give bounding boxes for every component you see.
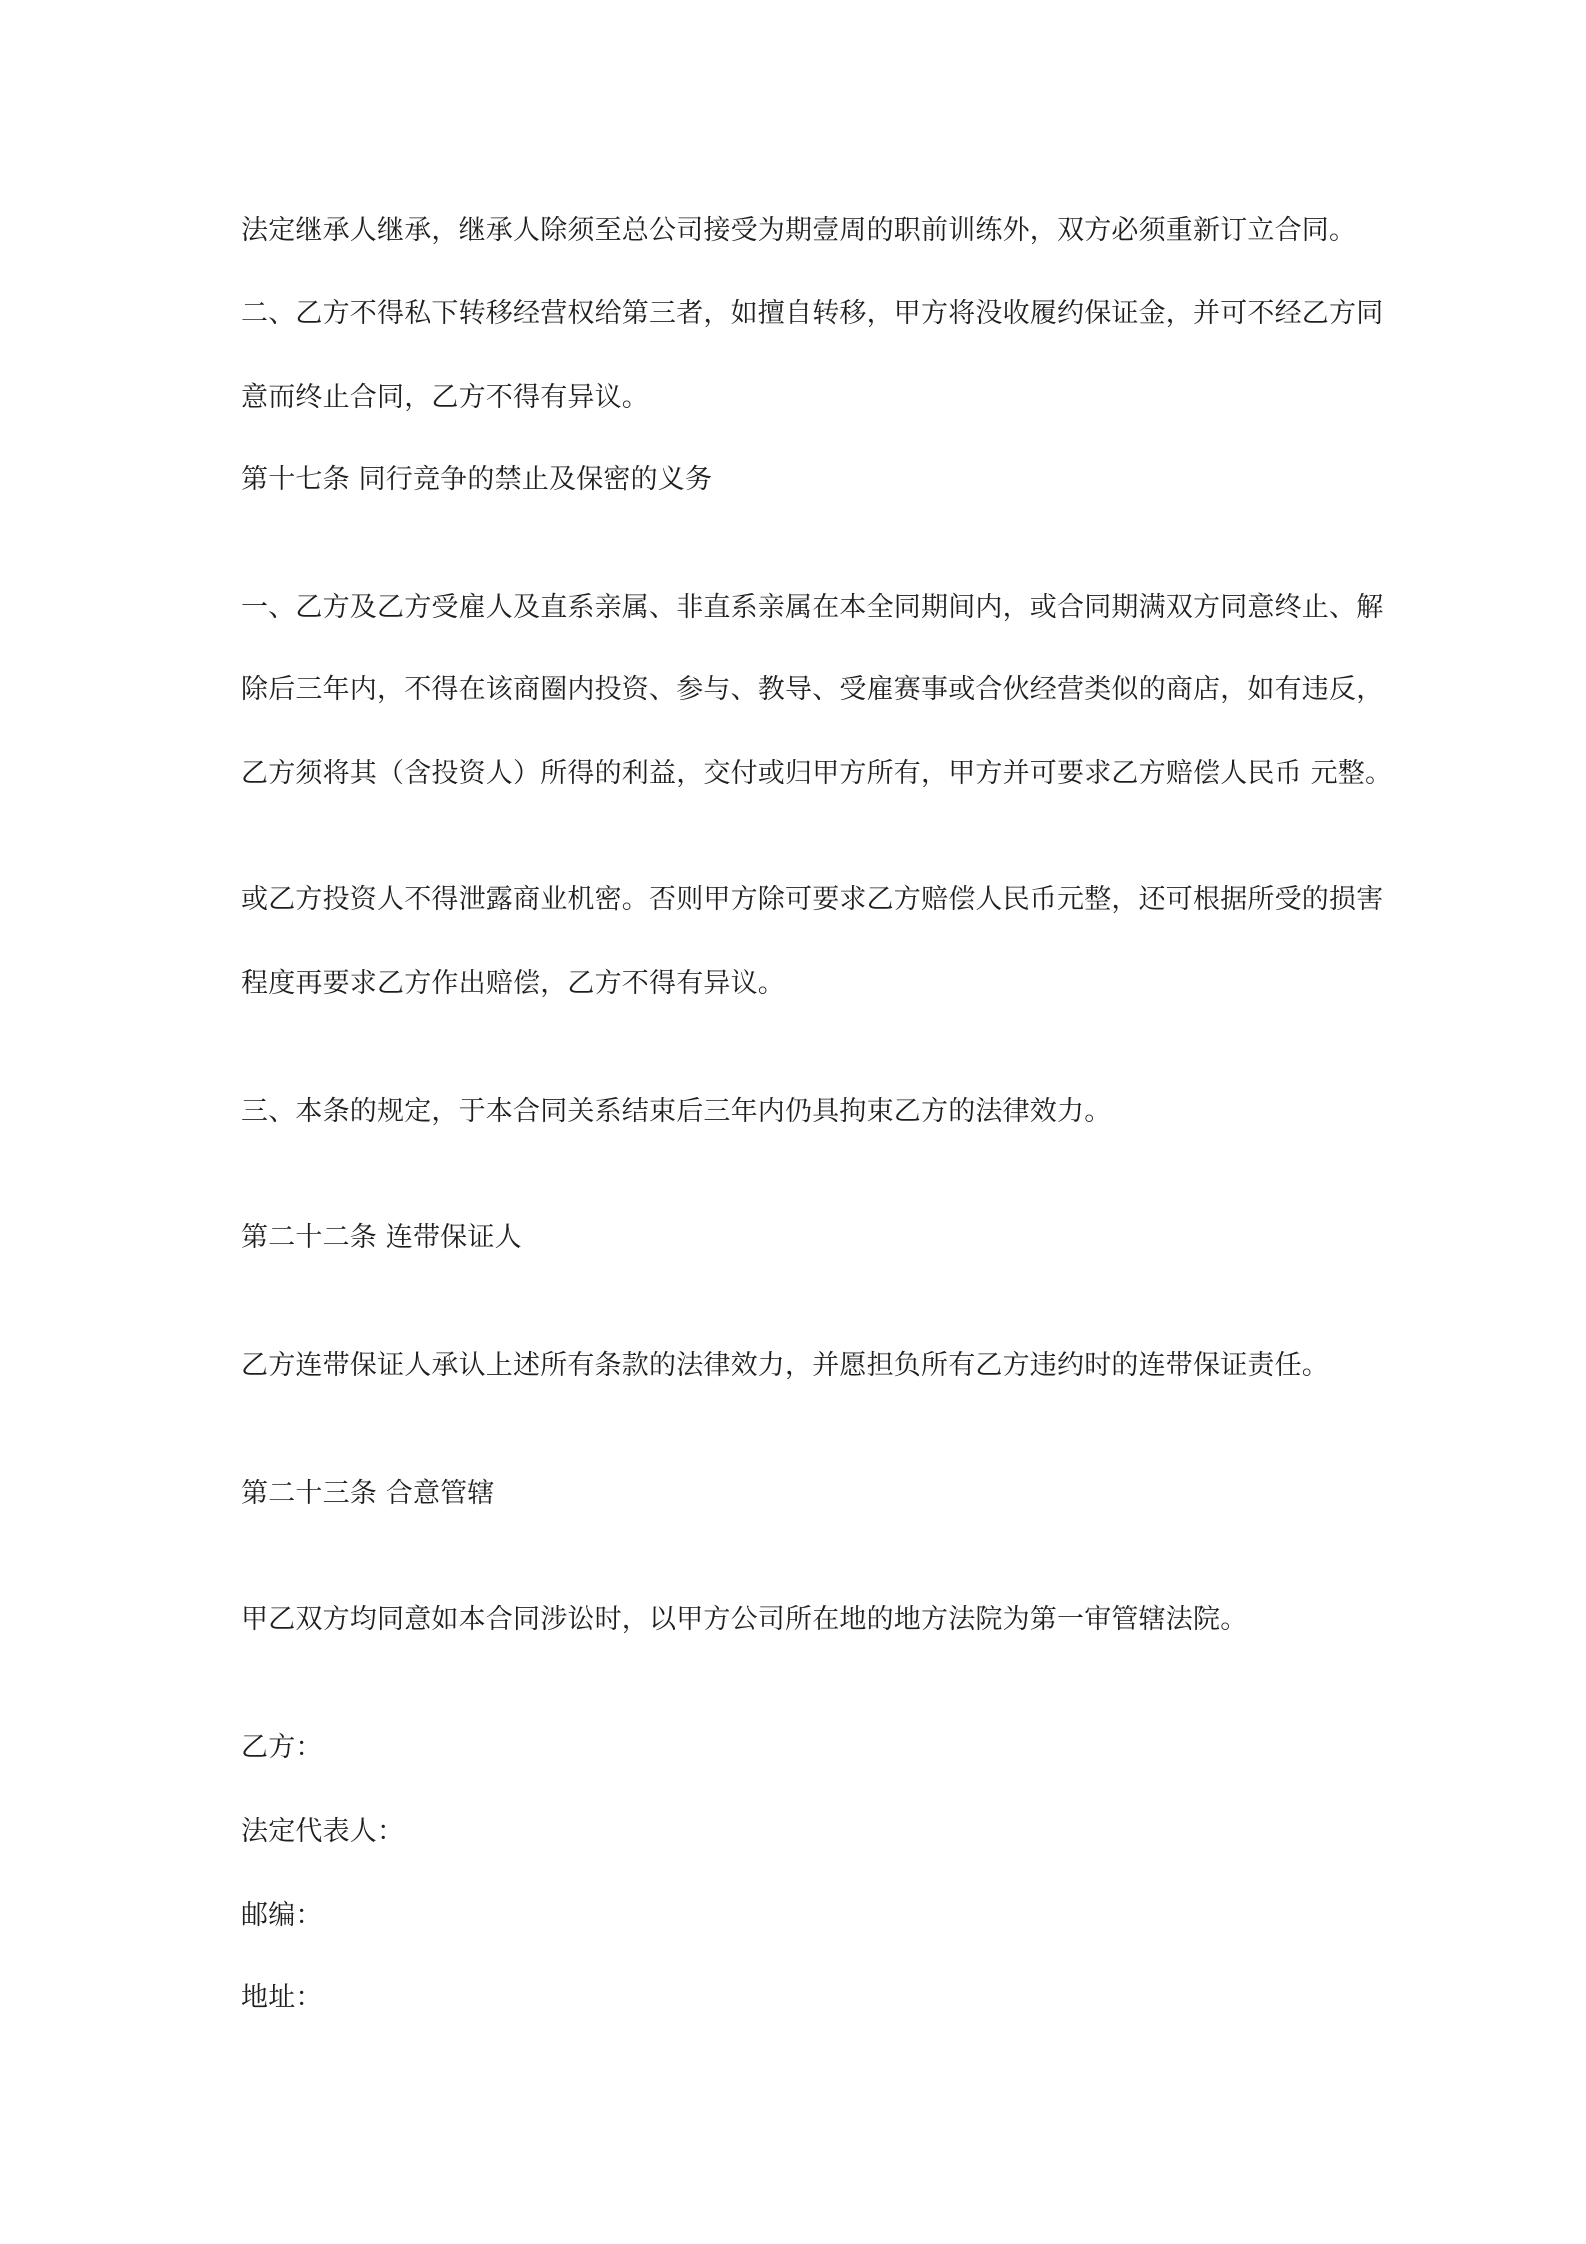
body-text-line: 二、乙方不得私下转移经营权给第三者，如擅自转移，甲方将没收履约保证金，并可不经乙方同 <box>241 298 1384 329</box>
body-text-line: 三、本条的规定，于本合同关系结束后三年内仍具拘束乙方的法律效力。 <box>241 1096 1112 1127</box>
body-text-line: 法定继承人继承，继承人除须至总公司接受为期壹周的职前训练外，双方必须重新订立合同。 <box>241 215 1357 246</box>
body-text-line: 程度再要求乙方作出赔偿，乙方不得有异议。 <box>241 968 785 999</box>
body-text-line: 或乙方投资人不得泄露商业机密。否则甲方除可要求乙方赔偿人民币元整，还可根据所受的损害 <box>241 884 1384 915</box>
body-text-line: 甲乙双方均同意如本合同涉讼时，以甲方公司所在地的地方法院为第一审管辖法院。 <box>241 1604 1248 1635</box>
body-text-line: 乙方连带保证人承认上述所有条款的法律效力，并愿担负所有乙方违约时的连带保证责任。 <box>241 1350 1329 1381</box>
body-text-line: 除后三年内，不得在该商圈内投资、参与、教导、受雇赛事或合伙经营类似的商店，如有违反， <box>241 674 1384 705</box>
signature-field-postcode: 邮编： <box>241 1900 323 1931</box>
body-text-line: 一、乙方及乙方受雇人及直系亲属、非直系亲属在本全同期间内，或合同期满双方同意终止、解 <box>241 592 1384 623</box>
section-heading: 第二十三条 合意管辖 <box>241 1478 495 1509</box>
signature-field-address: 地址： <box>241 1982 323 2013</box>
body-text-line: 意而终止合同，乙方不得有异议。 <box>241 382 649 413</box>
body-text-line: 乙方须将其（含投资人）所得的利益，交付或归甲方所有，甲方并可要求乙方赔偿人民币 元整。 <box>241 758 1393 789</box>
signature-field-legal-representative: 法定代表人： <box>241 1816 405 1847</box>
signature-field-party-b: 乙方： <box>241 1732 323 1763</box>
section-heading: 第十七条 同行竞争的禁止及保密的义务 <box>241 464 713 495</box>
section-heading: 第二十二条 连带保证人 <box>241 1222 522 1253</box>
